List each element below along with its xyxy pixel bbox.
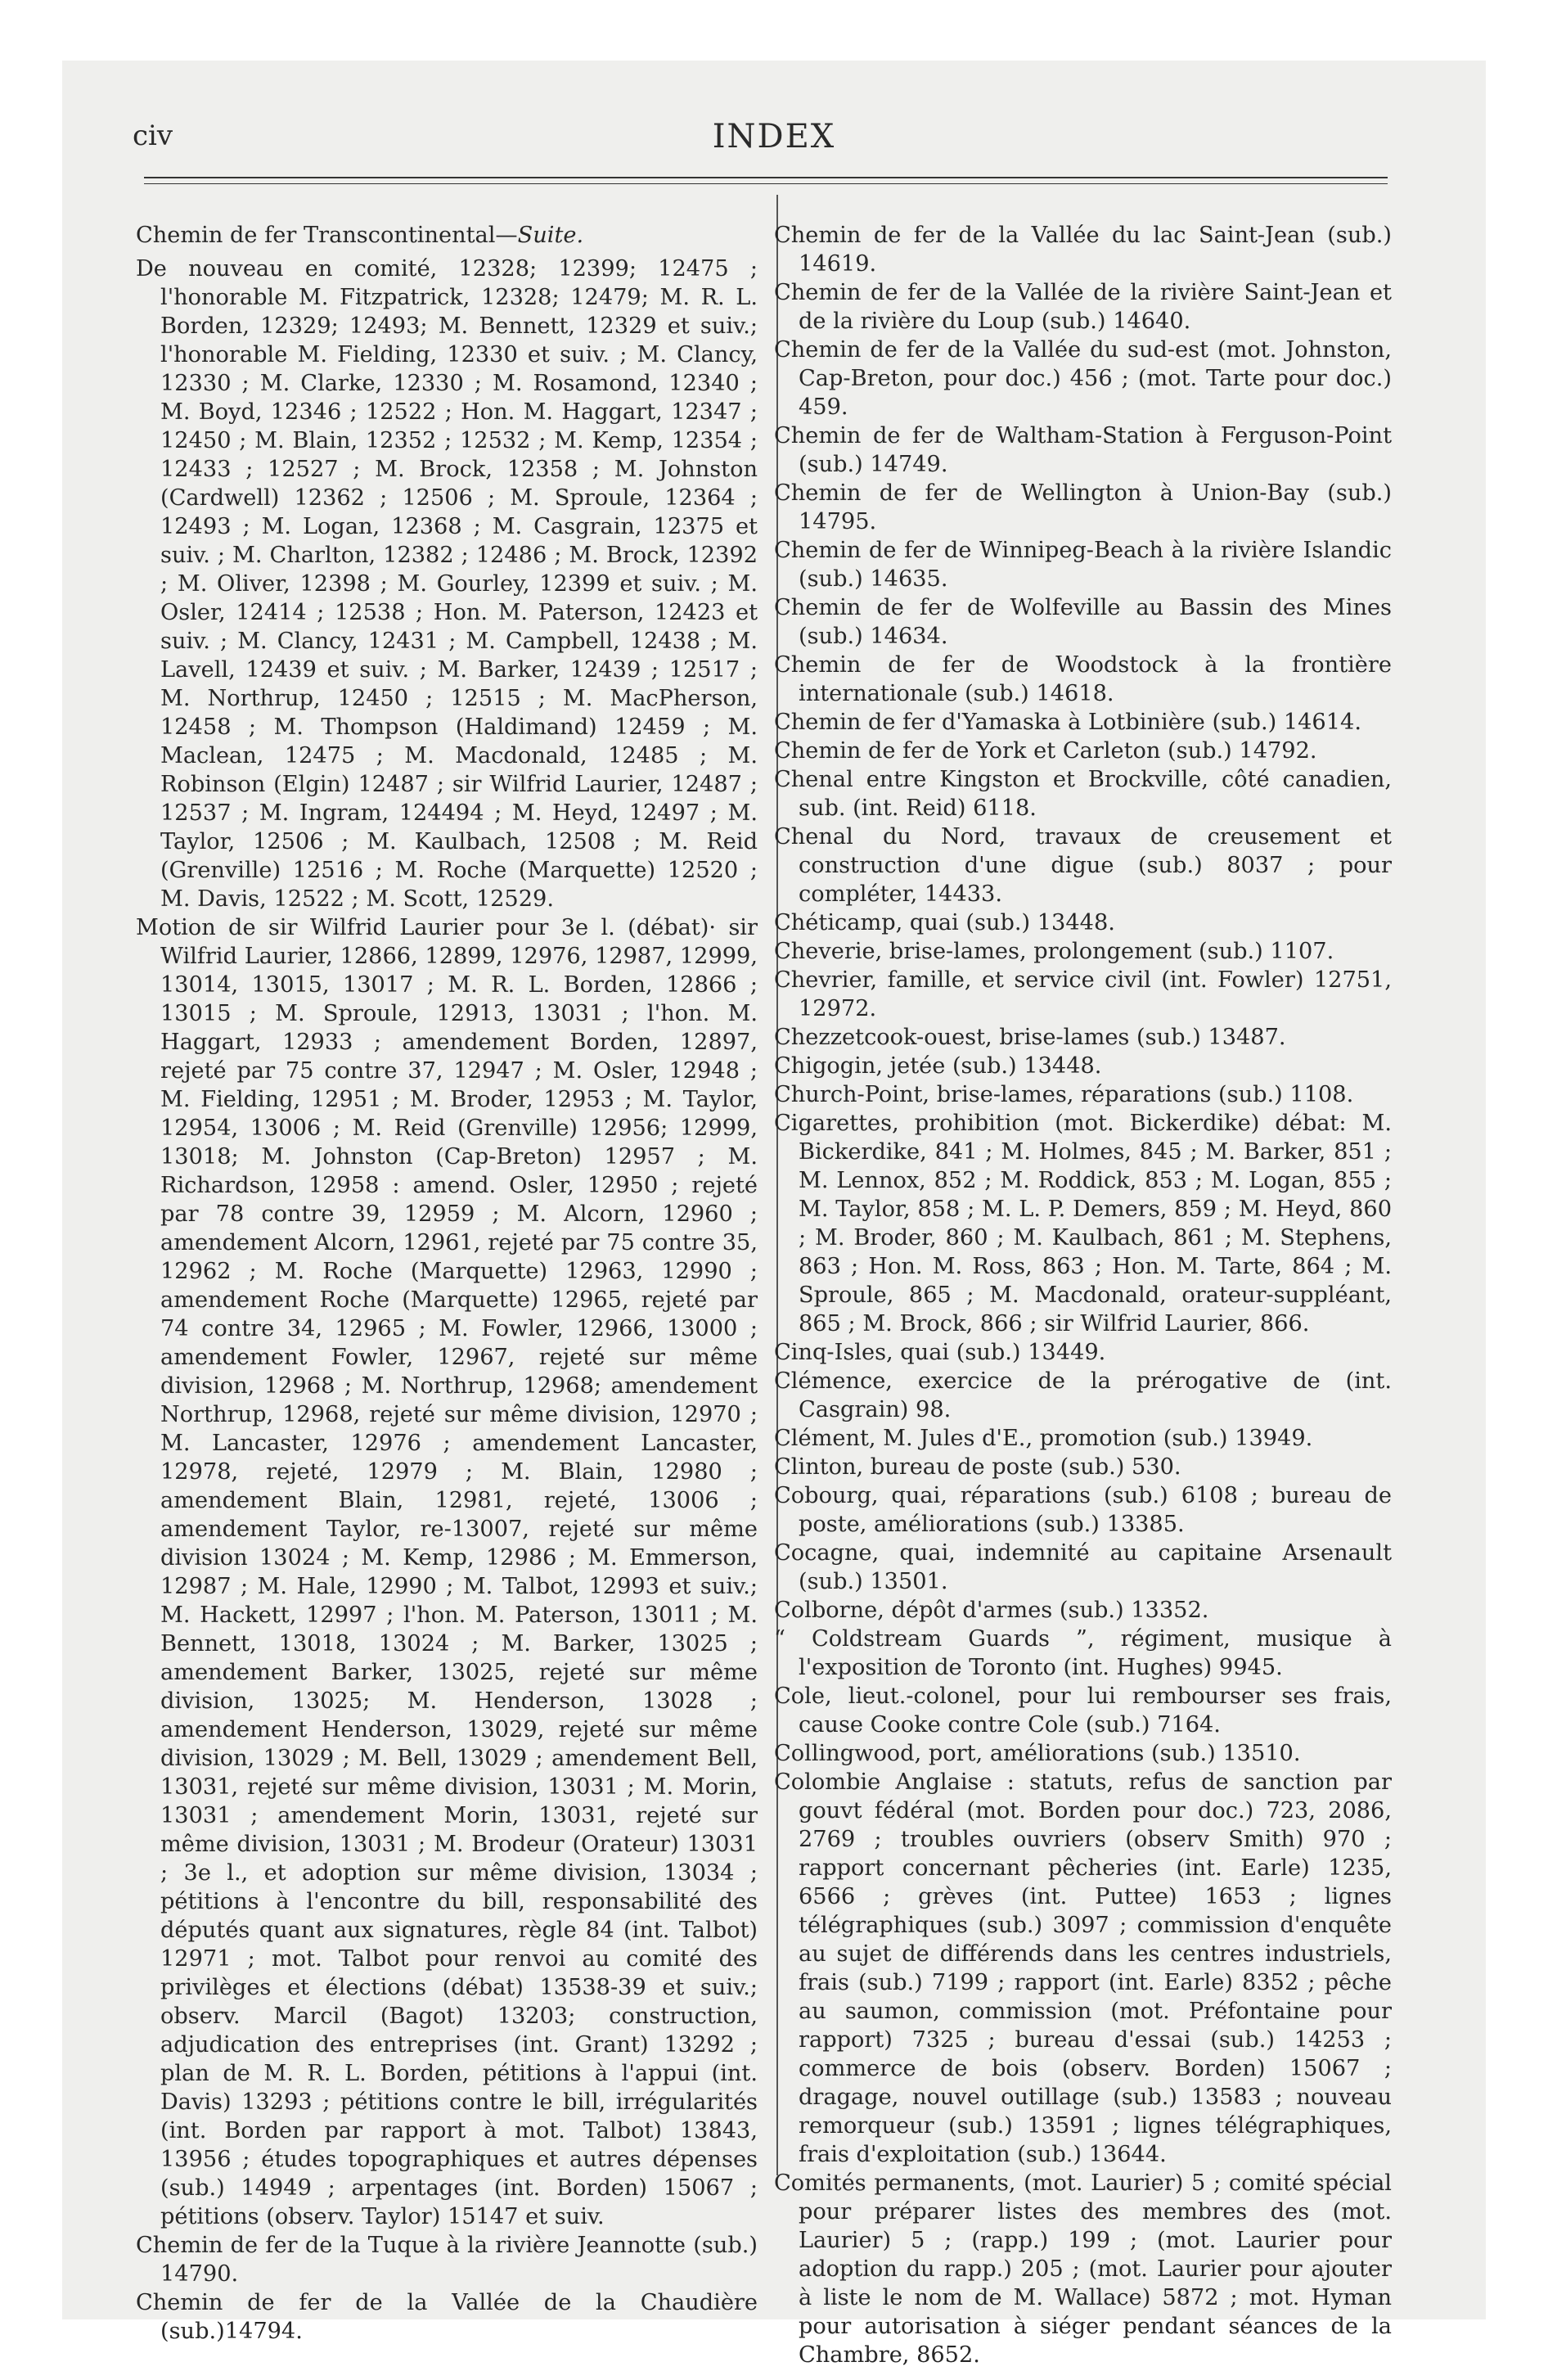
index-entry: Chemin de fer de Wellington à Union-Bay (sub.) 14795. [774,480,1392,534]
right-column [774,221,1392,2369]
index-entry: Comités permanents, (mot. Laurier) 5 ; comité spécial pour préparer listes des membres des (mot. Laurier) 5 ; (rapp.) 199 ; (mot. Laurier pour adoption du rapp.) 205 ; (mot. Laurier pour ajouter à liste le nom de M. Wallace) 5872 ; mot. Hyman pour autorisation à siéger pendant séances de la Chambre, 8652. [774,2170,1392,2368]
index-entry: Chemin de fer de la Tuque à la rivière Jeannotte (sub.) 14790. [136,2233,758,2287]
index-entry: Cheverie, brise-lames, prolongement (sub.) 1107. [774,939,1334,964]
index-entry: Chevrier, famille, et service civil (int. Fowler) 12751, 12972. [774,967,1392,1021]
index-entry: Chemin de fer de Waltham-Station à Ferguson-Point (sub.) 14749. [774,423,1392,477]
index-entry: Cole, lieut.-colonel, pour lui rembourser ses frais, cause Cooke contre Cole (sub.) 7164. [774,1684,1392,1738]
index-entry: Colombie Anglaise : statuts, refus de sanction par gouvt fédéral (mot. Borden pour doc.) 723, 2086, 2769 ; troubles ouvriers (observ Smith) 970 ; rapport concernant pêcheries (int. Earle) 1235, 6566 ; grèves (int. Puttee) 1653 ; lignes télégraphiques (sub.) 3097 ; commission d'enquête au sujet de différends dans les centres industriels, frais (sub.) 7199 ; rapport (int. Earle) 8352 ; pêche au saumon, commission (mot. Préfontaine pour rapport) 7325 ; bureau d'essai (sub.) 14253 ; commerce de bois (observ. Borden) 15067 ; dragage, nouvel outillage (sub.) 13583 ; nouveau remorqueur (sub.) 13591 ; lignes télégraphiques, frais d'exploitation (sub.) 13644. [774,1769,1392,2167]
index-entry: “ Coldstream Guards ”, régiment, musique à l'exposition de Toronto (int. Hughes) 9945. [774,1626,1392,1680]
index-entry: Motion de sir Wilfrid Laurier pour 3e l. (débat)· sir Wilfrid Laurier, 12866, 12899, 12976, 12987, 12999, 13014, 13015, 13017 ; M. R. L. Borden, 12866 ; 13015 ; M. Sproule, 12913, 13031 ; l'hon. M. Haggart, 12933 ; amendement Borden, 12897, rejeté par 75 contre 37, 12947 ; M. Osler, 12948 ; M. Fielding, 12951 ; M. Broder, 12953 ; M. Taylor, 12954, 13006 ; M. Reid (Grenville) 12956; 12999, 13018; M. Johnston (Cap-Breton) 12957 ; M. Richardson, 12958 : amend. Osler, 12950 ; rejeté par 78 contre 39, 12959 ; M. Alcorn, 12960 ; amendement Alcorn, 12961, rejeté par 75 contre 35, 12962 ; M. Roche (Marquette) 12963, 12990 ; amendement Roche (Marquette) 12965, rejeté par 74 contre 34, 12965 ; M. Fowler, 12966, 13000 ; amendement Fowler, 12967, rejeté sur même division, 12968 ; M. Northrup, 12968; amendement Northrup, 12968, rejeté sur même division, 12970 ; M. Lancaster, 12976 ; amendement Lancaster, 12978, rejeté, 12979 ; M. Blain, 12980 ; amendement Blain, 12981, rejeté, 13006 ; amendement Taylor, re-13007, rejeté sur même division 13024 ; M. Kemp, 12986 ; M. Emmerson, 12987 ; M. Hale, 12990 ; M. Talbot, 12993 et suiv.; M. Hackett, 12997 ; l'hon. M. Paterson, 13011 ; M. Bennett, 13018, 13024 ; M. Barker, 13025 ; amendement Barker, 13025, rejeté sur même division, 13025; M. Henderson, 13028 ; amendement Henderson, 13029, rejeté sur même division, 13029 ; M. Bell, 13029 ; amendement Bell, 13031, rejeté sur même division, 13031 ; M. Morin, 13031 ; amendement Morin, 13031, rejeté sur même division, 13031 ; M. Brodeur (Orateur) 13031 ; 3e l., et adoption sur même division, 13034 ; pétitions à l'encontre du bill, responsabilité des députés quant aux signatures, règle 84 (int. Talbot) 12971 ; mot. Talbot pour renvoi au comité des privilèges et élections (débat) 13538-39 et suiv.; observ. Marcil (Bagot) 13203; construction, adjudication des entreprises (int. Grant) 13292 ; plan de M. R. L. Borden, pétitions à l'appui (int. Davis) 13293 ; pétitions contre le bill, irrégularités (int. Borden par rapport à mot. Talbot) 13843, 13956 ; études topographiques et autres dépenses (sub.) 14949 ; arpentages (int. Borden) 15067 ; pétitions (observ. Taylor) 15147 et suiv. [136,915,758,2229]
index-entry: Chemin de fer de Wolfeville au Bassin des Mines (sub.) 14634. [774,595,1392,649]
index-entry: Chemin de fer de la Vallée du sud-est (mot. Johnston, Cap-Breton, pour doc.) 456 ; (mot. Tarte pour doc.) 459. [774,337,1392,420]
index-entry: Chemin de fer de Woodstock à la frontière internationale (sub.) 14618. [774,652,1392,706]
continued-heading-text: Chemin de fer Transcontinental— [136,223,518,248]
index-entry: Cocagne, quai, indemnité au capitaine Arsenault (sub.) 13501. [774,1540,1392,1594]
index-entry: Chemin de fer de Winnipeg-Beach à la rivière Islandic (sub.) 14635. [774,538,1392,592]
index-entry: Clément, M. Jules d'E., promotion (sub.) 13949. [774,1426,1313,1451]
index-entry: Church-Point, brise-lames, réparations (sub.) 1108. [774,1082,1354,1107]
page-title: INDEX [712,118,836,156]
index-entry: Chemin de fer de la Vallée du lac Saint-Jean (sub.) 14619. [774,223,1392,277]
index-entry: De nouveau en comité, 12328; 12399; 12475 ; l'honorable M. Fitzpatrick, 12328; 12479; M. R. L. Borden, 12329; 12493; M. Bennett, 12329 et suiv.; l'honorable M. Fielding, 12330 et suiv. ; M. Clancy, 12330 ; M. Clarke, 12330 ; M. Rosamond, 12340 ; M. Boyd, 12346 ; 12522 ; Hon. M. Haggart, 12347 ; 12450 ; M. Blain, 12352 ; 12532 ; M. Kemp, 12354 ; 12433 ; 12527 ; M. Brock, 12358 ; M. Johnston (Cardwell) 12362 ; 12506 ; M. Sproule, 12364 ; 12493 ; M. Logan, 12368 ; M. Casgrain, 12375 et suiv. ; M. Charlton, 12382 ; 12486 ; M. Brock, 12392 ; M. Oliver, 12398 ; M. Gourley, 12399 et suiv. ; M. Osler, 12414 ; 12538 ; Hon. M. Paterson, 12423 et suiv. ; M. Clancy, 12431 ; M. Campbell, 12438 ; M. Lavell, 12439 et suiv. ; M. Barker, 12439 ; 12517 ; M. Northrup, 12450 ; 12515 ; M. MacPherson, 12458 ; M. Thompson (Haldimand) 12459 ; M. Maclean, 12475 ; M. Macdonald, 12485 ; M. Robinson (Elgin) 12487 ; sir Wilfrid Laurier, 12487 ; 12537 ; M. Ingram, 124494 ; M. Heyd, 12497 ; M. Taylor, 12506 ; M. Kaulbach, 12508 ; M. Reid (Grenville) 12516 ; M. Roche (Marquette) 12520 ; M. Davis, 12522 ; M. Scott, 12529. [136,256,758,912]
continued-heading-suite: Suite. [517,223,584,248]
page-number: civ [133,119,173,152]
left-column [136,221,758,2346]
index-entry: Clinton, bureau de poste (sub.) 530. [774,1454,1181,1480]
index-entry: Chemin de fer d'Yamaska à Lotbinière (sub.) 14614. [774,710,1361,735]
header-rule [144,177,1388,178]
index-entry: Chemin de fer de la Vallée de la Chaudière (sub.)14794. [136,2290,758,2344]
continued-heading [136,221,758,250]
index-entry: Chenal du Nord, travaux de creusement et construction d'une digue (sub.) 8037 ; pour compléter, 14433. [774,824,1392,907]
header-rule-thin [144,183,1388,184]
index-entry: Cinq-Isles, quai (sub.) 13449. [774,1340,1106,1365]
index-entry: Chezzetcook-ouest, brise-lames (sub.) 13487. [774,1025,1286,1050]
index-entry: Clémence, exercice de la prérogative de (int. Casgrain) 98. [774,1368,1392,1422]
index-entry: Chigogin, jetée (sub.) 13448. [774,1053,1102,1079]
index-entry: Cigarettes, prohibition (mot. Bickerdike) débat: M. Bickerdike, 841 ; M. Holmes, 845 ; M. Barker, 851 ; M. Lennox, 852 ; M. Roddick, 853 ; M. Logan, 855 ; M. Taylor, 858 ; M. L. P. Demers, 859 ; M. Heyd, 860 ; M. Broder, 860 ; M. Kaulbach, 861 ; M. Stephens, 863 ; Hon. M. Ross, 863 ; Hon. M. Tarte, 864 ; M. Sproule, 865 ; M. Macdonald, orateur-suppléant, 865 ; M. Brock, 866 ; sir Wilfrid Laurier, 866. [774,1111,1392,1336]
index-entry: Chemin de fer de la Vallée de la rivière Saint-Jean et de la rivière du Loup (sub.) 14640. [774,280,1392,334]
index-entry: Colborne, dépôt d'armes (sub.) 13352. [774,1598,1209,1623]
scanned-page [62,61,1486,2368]
page-header [62,61,1486,192]
index-entry: Cobourg, quai, réparations (sub.) 6108 ; bureau de poste, améliorations (sub.) 13385. [774,1483,1392,1537]
index-entry: Chemin de fer de York et Carleton (sub.) 14792. [774,738,1317,764]
index-entry: Chéticamp, quai (sub.) 13448. [774,910,1115,935]
index-entry: Collingwood, port, améliorations (sub.) 13510. [774,1741,1301,1766]
index-entry: Chenal entre Kingston et Brockville, côté canadien, sub. (int. Reid) 6118. [774,767,1392,821]
